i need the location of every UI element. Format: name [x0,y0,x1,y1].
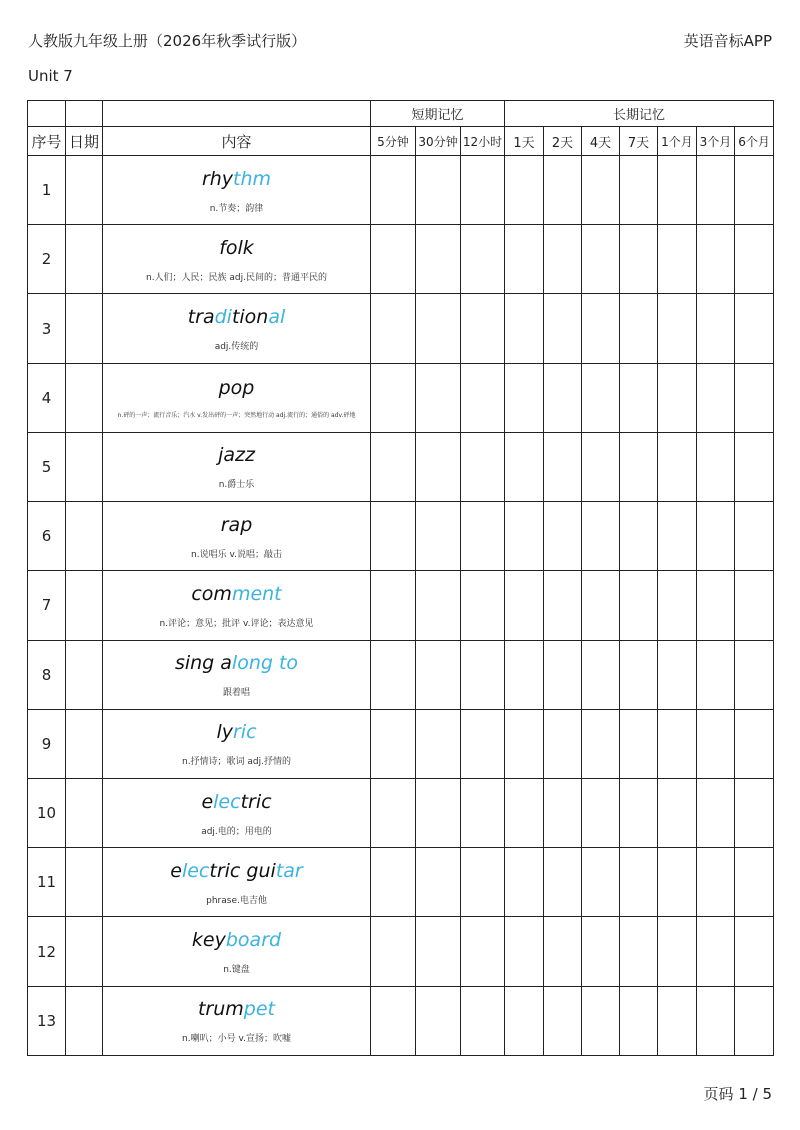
review-checkbox-cell[interactable] [371,848,416,917]
content-cell [103,709,371,778]
review-checkbox-cell[interactable] [735,363,774,432]
review-checkbox-cell[interactable] [544,709,582,778]
word-syllable-highlight: lec [213,790,241,813]
header-index: 序号 [28,127,66,156]
header-1day: 1天 [505,127,544,156]
table-row [28,225,774,294]
review-checkbox-cell[interactable] [544,225,582,294]
content-cell [103,986,371,1055]
word-syllable: e [201,790,214,813]
word-syllable: key [191,929,226,952]
review-checkbox-cell[interactable] [697,432,735,501]
header-3month: 3个月 [697,127,735,156]
header-12h: 12小时 [461,127,505,156]
header-2day: 2天 [544,127,582,156]
review-checkbox-cell[interactable] [735,294,774,363]
review-checkbox-cell[interactable] [544,363,582,432]
review-checkbox-cell[interactable] [416,848,461,917]
review-checkbox-cell[interactable] [582,363,620,432]
word-syllable-highlight: thm [233,167,272,190]
review-checkbox-cell[interactable] [544,571,582,640]
review-checkbox-cell[interactable] [505,778,544,847]
review-checkbox-cell[interactable] [735,640,774,709]
row-number: 12 [28,917,66,986]
review-checkbox-cell[interactable] [416,640,461,709]
review-checkbox-cell[interactable] [658,502,697,571]
vocab-word [103,582,370,606]
review-checkbox-cell[interactable] [582,571,620,640]
word-meaning: n.评论；意见；批评 v.评论；表达意见 [159,618,314,629]
date-cell[interactable] [66,986,103,1055]
row-number: 4 [28,363,66,432]
word-meaning: n.人们；人民；民族 adj.民间的；普通平民的 [145,272,328,283]
word-syllable-highlight: pet [243,998,275,1021]
word-syllable: folk [219,236,254,259]
content-cell [103,225,371,294]
review-checkbox-cell[interactable] [735,502,774,571]
review-checkbox-cell[interactable] [582,848,620,917]
review-checkbox-cell[interactable] [735,225,774,294]
content-cell [103,917,371,986]
word-syllable-highlight: board [225,929,282,952]
table-row [28,432,774,501]
unit-label: Unit 7 [28,67,73,85]
review-checkbox-cell[interactable] [371,917,416,986]
review-checkbox-cell[interactable] [697,225,735,294]
vocab-word [103,720,370,744]
review-checkbox-cell[interactable] [505,294,544,363]
review-checkbox-cell[interactable] [416,502,461,571]
review-checkbox-cell[interactable] [371,432,416,501]
review-checkbox-cell[interactable] [544,917,582,986]
content-cell [103,294,371,363]
review-checkbox-cell[interactable] [416,709,461,778]
word-syllable-highlight: di [214,306,232,329]
word-meaning: adj.传统的 [214,342,259,353]
review-checkbox-cell[interactable] [505,502,544,571]
word-meaning: n.爵士乐 [218,480,255,491]
word-meaning: n.键盘 [223,965,250,976]
content-cell [103,502,371,571]
word-syllable: com [191,582,232,605]
word-syllable: rap [220,513,253,536]
review-checkbox-cell[interactable] [582,294,620,363]
date-cell[interactable] [66,917,103,986]
word-syllable: tric [240,790,272,813]
word-syllable: tion [231,306,269,329]
review-checkbox-cell[interactable] [461,917,505,986]
word-syllable: tra [187,306,215,329]
table-row [28,986,774,1055]
review-checkbox-cell[interactable] [582,156,620,225]
review-checkbox-cell[interactable] [371,986,416,1055]
review-checkbox-cell[interactable] [544,502,582,571]
word-meaning: n.说唱乐 v.说唱；敲击 [191,549,282,560]
word-syllable: trum [197,998,244,1021]
review-checkbox-cell[interactable] [461,363,505,432]
vocab-word [103,859,370,883]
review-checkbox-cell[interactable] [505,363,544,432]
row-number: 1 [28,156,66,225]
review-checkbox-cell[interactable] [658,986,697,1055]
review-checkbox-cell[interactable] [416,778,461,847]
review-checkbox-cell[interactable] [620,156,658,225]
review-checkbox-cell[interactable] [416,225,461,294]
table-row [28,156,774,225]
review-checkbox-cell[interactable] [658,432,697,501]
table-row [28,848,774,917]
header-1month: 1个月 [658,127,697,156]
vocab-word [103,513,370,537]
word-syllable: jazz [218,444,255,467]
review-checkbox-cell[interactable] [582,225,620,294]
vocab-word [103,790,370,814]
word-meaning: n.节奏；韵律 [209,203,264,214]
review-checkbox-cell[interactable] [505,156,544,225]
review-checkbox-cell[interactable] [735,917,774,986]
content-cell [103,432,371,501]
header-blank-content [103,101,371,127]
review-checkbox-cell[interactable] [658,294,697,363]
header-content: 内容 [103,127,371,156]
table-row [28,571,774,640]
row-number: 6 [28,502,66,571]
table-row [28,640,774,709]
review-checkbox-cell[interactable] [544,986,582,1055]
review-checkbox-cell[interactable] [371,294,416,363]
review-checkbox-cell[interactable] [697,709,735,778]
word-syllable: pop [218,377,255,400]
word-syllable-highlight: al [268,306,286,329]
date-cell[interactable] [66,848,103,917]
word-syllable: e [170,859,182,882]
word-syllable-highlight: lec [181,859,210,882]
content-cell [103,778,371,847]
date-cell[interactable] [66,156,103,225]
review-checkbox-cell[interactable] [620,363,658,432]
review-checkbox-cell[interactable] [697,986,735,1055]
review-checkbox-cell[interactable] [416,432,461,501]
word-meaning: 跟着唱 [222,688,250,699]
vocab-word [103,236,370,260]
review-checkbox-cell[interactable] [416,571,461,640]
vocab-word [103,305,370,329]
content-cell [103,363,371,432]
review-checkbox-cell[interactable] [697,363,735,432]
review-checkbox-cell[interactable] [461,225,505,294]
review-checkbox-cell[interactable] [582,432,620,501]
vocab-word [103,651,370,675]
review-checkbox-cell[interactable] [371,709,416,778]
review-checkbox-cell[interactable] [697,502,735,571]
vocab-word [103,997,370,1021]
review-checkbox-cell[interactable] [505,848,544,917]
review-checkbox-cell[interactable] [416,363,461,432]
review-checkbox-cell[interactable] [505,709,544,778]
date-cell[interactable] [66,778,103,847]
date-cell[interactable] [66,225,103,294]
review-checkbox-cell[interactable] [461,156,505,225]
word-syllable-highlight: long to [231,652,299,675]
row-number: 8 [28,640,66,709]
review-checkbox-cell[interactable] [620,917,658,986]
review-checkbox-cell[interactable] [505,917,544,986]
word-syllable-highlight: ment [231,582,282,605]
review-checkbox-cell[interactable] [582,502,620,571]
review-checkbox-cell[interactable] [620,294,658,363]
row-number: 7 [28,571,66,640]
review-checkbox-cell[interactable] [697,571,735,640]
review-checkbox-cell[interactable] [544,156,582,225]
review-checkbox-cell[interactable] [658,225,697,294]
word-syllable: ly [216,721,233,744]
review-checkbox-cell[interactable] [735,432,774,501]
date-cell[interactable] [66,294,103,363]
content-cell [103,848,371,917]
review-checkbox-cell[interactable] [505,986,544,1055]
word-meaning: phrase.电吉他 [206,895,267,906]
app-name: 英语音标APP [683,32,772,50]
date-cell[interactable] [66,571,103,640]
row-number: 10 [28,778,66,847]
word-syllable: tric gui [209,859,276,882]
header-30min: 30分钟 [416,127,461,156]
review-checkbox-cell[interactable] [416,156,461,225]
review-checkbox-cell[interactable] [735,571,774,640]
table-row [28,709,774,778]
review-checkbox-cell[interactable] [658,640,697,709]
review-checkbox-cell[interactable] [697,778,735,847]
review-checkbox-cell[interactable] [461,986,505,1055]
memory-table [27,100,774,1056]
row-number: 2 [28,225,66,294]
review-checkbox-cell[interactable] [544,432,582,501]
review-checkbox-cell[interactable] [461,709,505,778]
review-checkbox-cell[interactable] [505,571,544,640]
review-checkbox-cell[interactable] [582,917,620,986]
review-checkbox-cell[interactable] [620,986,658,1055]
header-long-term: 长期记忆 [505,101,774,127]
table-row [28,502,774,571]
review-checkbox-cell[interactable] [544,294,582,363]
table-row [28,778,774,847]
word-syllable: sing a [174,652,232,675]
word-syllable-highlight: tar [275,859,303,882]
review-checkbox-cell[interactable] [582,709,620,778]
word-meaning: n.喇叭；小号 v.宣扬；吹嘘 [182,1034,291,1045]
review-checkbox-cell[interactable] [461,294,505,363]
review-checkbox-cell[interactable] [544,778,582,847]
review-checkbox-cell[interactable] [735,986,774,1055]
header-5min: 5分钟 [371,127,416,156]
review-checkbox-cell[interactable] [620,432,658,501]
date-cell[interactable] [66,709,103,778]
table-row [28,363,774,432]
review-checkbox-cell[interactable] [371,363,416,432]
header-7day: 7天 [620,127,658,156]
row-number: 9 [28,709,66,778]
review-checkbox-cell[interactable] [620,778,658,847]
review-checkbox-cell[interactable] [697,917,735,986]
vocab-word [103,928,370,952]
vocab-word [103,376,370,400]
table-row [28,917,774,986]
date-cell[interactable] [66,363,103,432]
review-checkbox-cell[interactable] [658,848,697,917]
review-checkbox-cell[interactable] [697,848,735,917]
review-checkbox-cell[interactable] [371,156,416,225]
review-checkbox-cell[interactable] [620,571,658,640]
review-checkbox-cell[interactable] [371,502,416,571]
review-checkbox-cell[interactable] [416,917,461,986]
review-checkbox-cell[interactable] [658,571,697,640]
review-checkbox-cell[interactable] [658,778,697,847]
review-checkbox-cell[interactable] [620,848,658,917]
date-cell[interactable] [66,502,103,571]
review-checkbox-cell[interactable] [582,778,620,847]
review-checkbox-cell[interactable] [620,709,658,778]
review-checkbox-cell[interactable] [544,640,582,709]
review-checkbox-cell[interactable] [505,432,544,501]
date-cell[interactable] [66,640,103,709]
word-syllable: rhy [201,167,234,190]
review-checkbox-cell[interactable] [371,778,416,847]
review-checkbox-cell[interactable] [620,640,658,709]
header-date: 日期 [66,127,103,156]
review-checkbox-cell[interactable] [461,848,505,917]
review-checkbox-cell[interactable] [658,156,697,225]
word-meaning: n.抒情诗；歌词 adj.抒情的 [181,757,292,768]
review-checkbox-cell[interactable] [735,709,774,778]
table-row [28,294,774,363]
header-4day: 4天 [582,127,620,156]
review-checkbox-cell[interactable] [544,848,582,917]
vocab-word [103,443,370,467]
review-checkbox-cell[interactable] [582,986,620,1055]
review-checkbox-cell[interactable] [461,571,505,640]
header-blank-date [66,101,103,127]
review-checkbox-cell[interactable] [697,640,735,709]
review-checkbox-cell[interactable] [505,640,544,709]
header-blank-index [28,101,66,127]
review-checkbox-cell[interactable] [582,640,620,709]
review-checkbox-cell[interactable] [461,778,505,847]
review-checkbox-cell[interactable] [658,709,697,778]
review-checkbox-cell[interactable] [697,294,735,363]
review-checkbox-cell[interactable] [416,294,461,363]
content-cell [103,571,371,640]
review-checkbox-cell[interactable] [735,848,774,917]
review-checkbox-cell[interactable] [658,363,697,432]
document-title: 人教版九年级上册（2026年秋季试行版） [28,32,307,50]
review-checkbox-cell[interactable] [371,225,416,294]
review-checkbox-cell[interactable] [697,156,735,225]
word-meaning: adj.电的；用电的 [201,826,272,837]
row-number: 13 [28,986,66,1055]
word-meaning: n.砰的一声；流行音乐；汽水 v.发出砰的一声；突然地行动 adj.流行的；通俗的 adv.砰地 [117,412,356,420]
review-checkbox-cell[interactable] [461,502,505,571]
word-syllable-highlight: ric [232,721,257,744]
header-short-term: 短期记忆 [371,101,505,127]
review-checkbox-cell[interactable] [505,225,544,294]
page-number: 页码 1 / 5 [703,1085,772,1103]
content-cell [103,640,371,709]
content-cell [103,156,371,225]
review-checkbox-cell[interactable] [371,571,416,640]
row-number: 5 [28,432,66,501]
review-checkbox-cell[interactable] [620,225,658,294]
vocab-word [103,167,370,191]
review-checkbox-cell[interactable] [620,502,658,571]
review-checkbox-cell[interactable] [735,778,774,847]
review-checkbox-cell[interactable] [416,986,461,1055]
review-checkbox-cell[interactable] [371,640,416,709]
header-6month: 6个月 [735,127,774,156]
row-number: 3 [28,294,66,363]
date-cell[interactable] [66,432,103,501]
review-checkbox-cell[interactable] [735,156,774,225]
review-checkbox-cell[interactable] [461,432,505,501]
review-checkbox-cell[interactable] [461,640,505,709]
review-checkbox-cell[interactable] [658,917,697,986]
row-number: 11 [28,848,66,917]
